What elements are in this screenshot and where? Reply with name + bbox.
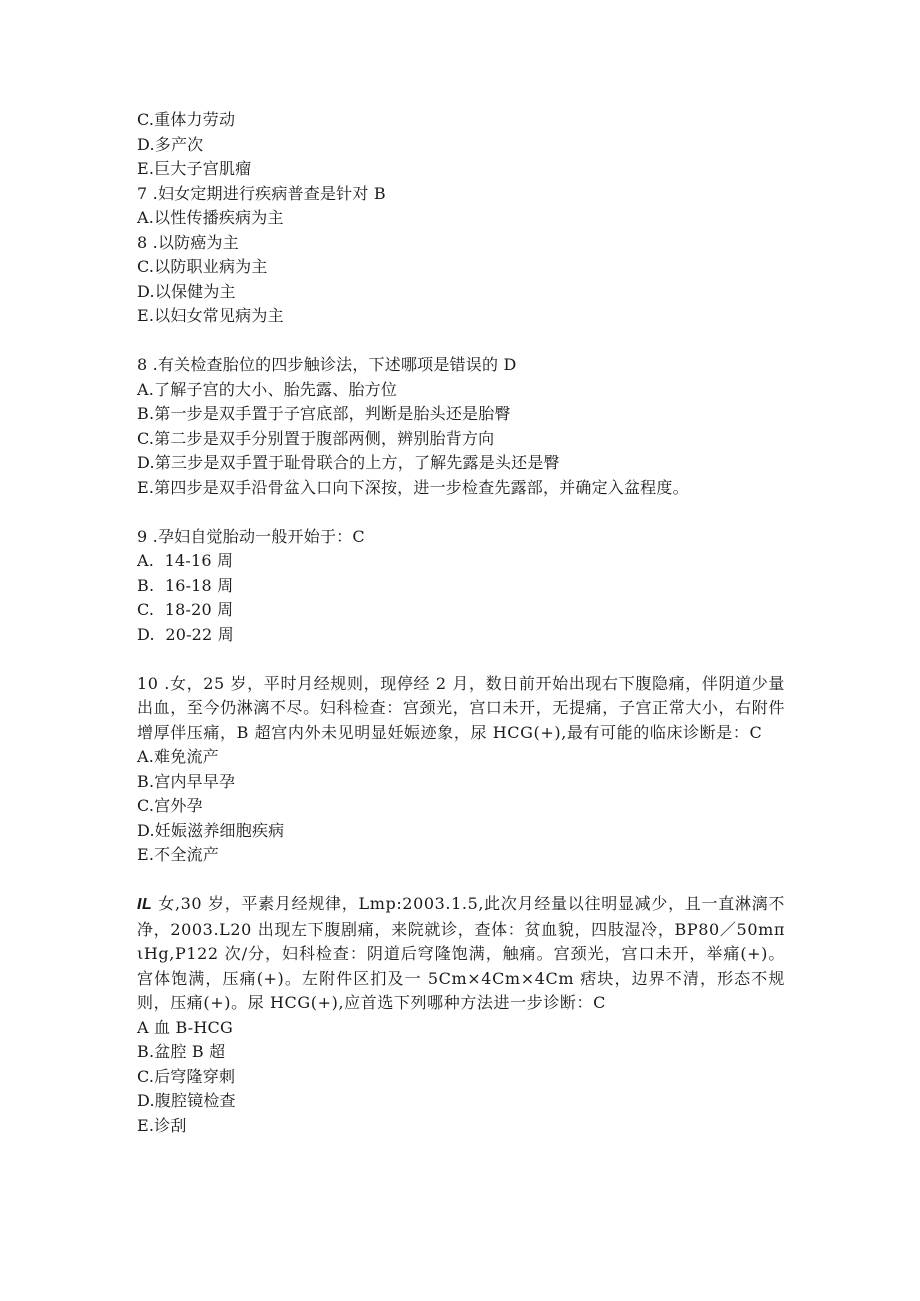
- spacer: [137, 500, 797, 525]
- question-stem: 7 .妇女定期进行疾病普查是针对 B: [137, 183, 386, 203]
- option-a: A.以性传播疾病为主: [137, 208, 284, 227]
- option-c: C.宫外孕: [137, 796, 203, 815]
- question-7: [137, 182, 797, 329]
- option-a: A.了解子宫的大小、胎先露、胎方位: [137, 379, 398, 399]
- spacer: [137, 329, 797, 354]
- option-e: E.以妇女常见病为主: [137, 306, 284, 325]
- question-stem: [137, 892, 785, 1016]
- option-d: D.第三步是双手置于耻骨联合的上方，了解先露是头还是臀: [137, 453, 560, 472]
- option-c: C.重体力劳动: [137, 110, 236, 129]
- option-c: C.以防职业病为主: [137, 257, 268, 276]
- option-e: E.第四步是双手沿骨盆入口向下深按，进一步检查先露部，并确定入盆程度。: [137, 477, 689, 497]
- option-e: E.诊刮: [137, 1115, 187, 1135]
- question-stem: 8 .有关检查胎位的四步触诊法，下述哪项是错误的 D: [137, 355, 517, 374]
- spacer: [137, 647, 797, 672]
- spacer: [137, 868, 797, 893]
- question-stem: 9 .孕妇自觉胎动一般开始于：C: [137, 526, 365, 546]
- option-a: A 血 B-HCG: [137, 1017, 233, 1037]
- question-6-options-tail: [137, 108, 797, 182]
- question-number: IL: [137, 896, 153, 913]
- option-b: B.盆腔 B 超: [137, 1042, 226, 1061]
- option-d: D.以保健为主: [137, 281, 236, 301]
- option-b: B. 16-18 周: [137, 575, 234, 595]
- option-d: D.妊娠滋养细胞疾病: [137, 820, 285, 840]
- question-text: 女,30 岁，平素月经规律，Lmp:2003.1.5,此次月经量以往明显减少，且一直淋漓不净，2003.L20 出现左下腹剧痛，来院就诊，查体：贫血貌，四肢湿冷，BP80／50mπ ιHg,P122 次/分，妇科检查：阴道后穹隆饱满，触痛。宫颈光，宫口未开，举痛(+)。宫体饱满，压痛(+)。左附件区扪及一 5Cm×4Cm×4Cm 痞块，边界不清，形态不规则，压痛(+)。尿 HCG(+),应首选下列哪种方法进一步诊断：C: [137, 894, 785, 1012]
- option-a: A. 14-16 周: [137, 551, 234, 570]
- option-a: A.难免流产: [137, 747, 219, 766]
- option-c: C.第二步是双手分别置于腹部两侧，辨别胎背方向: [137, 428, 495, 448]
- option-d: D.腹腔镜检查: [137, 1091, 236, 1110]
- question-11: [137, 892, 797, 1138]
- document-page: [137, 108, 797, 1138]
- option-b: B.宫内早早孕: [137, 771, 236, 791]
- option-c: C. 18-20 周: [137, 600, 234, 619]
- option-e: E.不全流产: [137, 845, 219, 864]
- option-b: 8 .以防癌为主: [137, 232, 239, 252]
- question-stem: 10 .女，25 岁，平时月经规则，现停经 2 月，数日前开始出现右下腹隐痛，伴阴道少量出血，至今仍淋漓不尽。妇科检查：宫颈光，宫口未开，无提痛，子宫正常大小，右附件增厚伴压痛，B 超宫内外未见明显妊娠迹象，尿 HCG(+),最有可能的临床诊断是：C: [137, 673, 785, 742]
- question-9: [137, 525, 797, 648]
- option-d: D. 20-22 周: [137, 624, 234, 644]
- question-10: [137, 672, 797, 868]
- option-e: E.巨大子宫肌瘤: [137, 159, 252, 178]
- option-d: D.多产次: [137, 134, 204, 154]
- option-c: C.后穹隆穿刺: [137, 1066, 236, 1086]
- option-b: B.第一步是双手置于子宫底部，判断是胎头还是胎臀: [137, 404, 511, 423]
- question-8: [137, 353, 797, 500]
